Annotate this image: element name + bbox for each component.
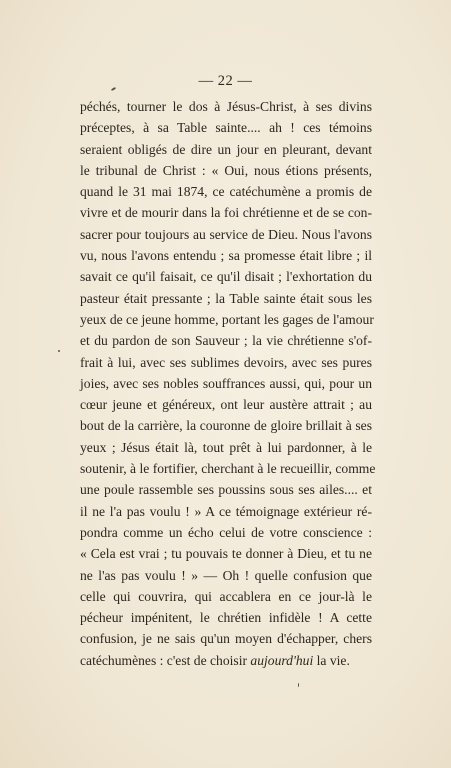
text-line: joies, avec ses nobles souffrances aussi, qui, pour un (80, 375, 372, 391)
text-line: soutenir, à le fortifier, cherchant à le recueillir, comme (80, 461, 376, 477)
ink-speck (298, 683, 299, 687)
text-line: celle qui couvrira, qui accablera en ce jour-là le (80, 588, 372, 604)
text-line: vu, nous l'avons entendu ; sa promesse était libre ; il (80, 248, 372, 264)
text-line: péchés, tourner le dos à Jésus-Christ, à ses divins (80, 99, 372, 114)
text-line: et du pardon de son Sauveur ; la vie chrétienne s'of- (80, 333, 372, 349)
text-line-last (80, 650, 372, 671)
text-line: savait ce qu'il faisait, ce qu'il disait ; l'exhortation du (80, 269, 372, 285)
text-line-start: catéchumènes : c'est de choisir (80, 652, 251, 668)
text-line: confusion, je ne sais qu'un moyen d'échapper, chers (80, 631, 372, 647)
body-text (80, 96, 376, 671)
text-line: le tribunal de Christ : « Oui, nous étions présents, (80, 162, 372, 178)
page-number: — 22 — (198, 73, 253, 89)
text-line: yeux ; Jésus était là, tout prêt à lui pardonner, à le (80, 439, 372, 455)
text-line: sacrer pour toujours au service de Dieu. Nous l'avons (80, 226, 372, 242)
text-line: « Cela est vrai ; tu pouvais te donner à Dieu, et tu ne (80, 546, 372, 562)
text-line: seraient obligés de dire un jour en pleurant, devant (80, 141, 372, 157)
text-line: quand le 31 mai 1874, ce catéchumène a promis de (80, 184, 372, 200)
text-line-end: la vie. (313, 652, 350, 668)
text-line: ne l'as pas voulu ! » — Oh ! quelle confusion que (80, 567, 372, 583)
text-line: il ne l'a pas voulu ! » A ce témoignage extérieur ré- (80, 503, 372, 519)
text-line: pondra comme un écho celui de votre conscience : (80, 524, 372, 540)
ink-speck (58, 350, 60, 352)
text-line: pasteur était pressante ; la Table sainte était sous les (80, 290, 372, 306)
text-line: yeux de ce jeune homme, portant les gages de l'amour (80, 311, 374, 327)
italic-word: aujourd'hui (250, 652, 314, 668)
text-line: cœur jeune et généreux, ont leur austère attrait ; au (80, 397, 372, 413)
text-line: bout de la carrière, la couronne de gloire brillait à ses (80, 418, 372, 434)
text-line: frait à lui, avec ses sublimes devoirs, avec ses pures (80, 354, 372, 370)
text-line: vivre et de mourir dans la foi chrétienne et de se con- (80, 205, 372, 221)
text-line: pécheur impénitent, le chrétien infidèle ! A cette (80, 610, 372, 626)
text-line: une poule rassemble ses poussins sous ses ailes.... et (80, 482, 372, 498)
text-line: préceptes, à sa Table sainte.... ah ! ces témoins (80, 120, 372, 136)
